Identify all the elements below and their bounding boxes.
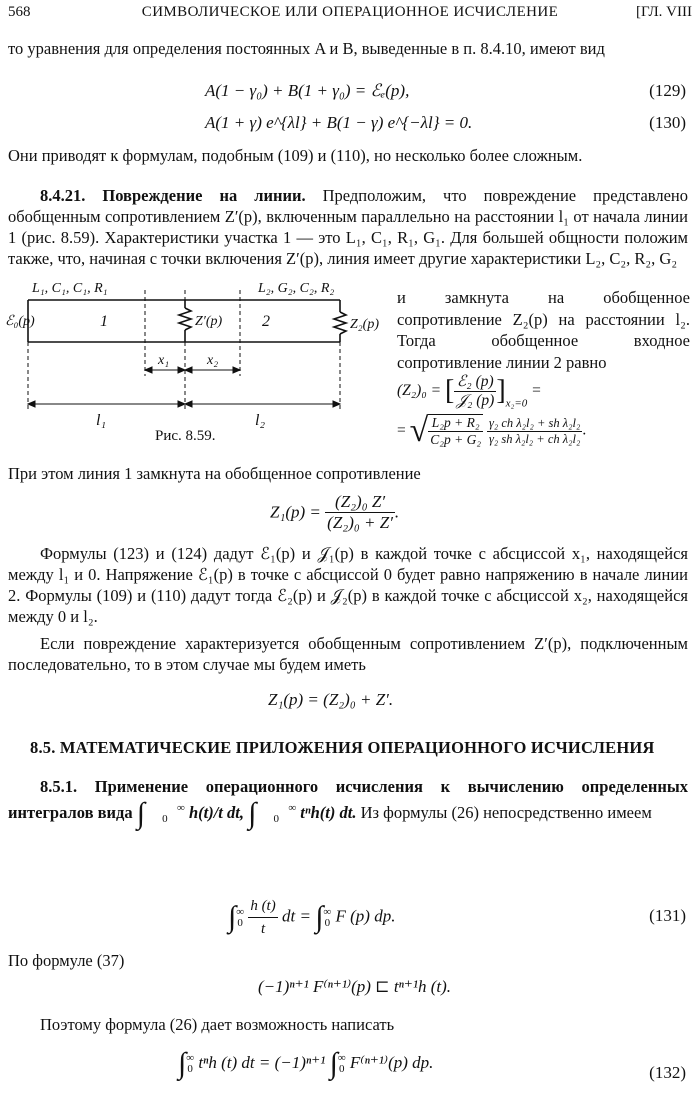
- z2-subscript: x₂=0: [505, 397, 528, 410]
- integral-form-1: h(t)/t dt,: [188, 803, 244, 822]
- segment2-params-label: L₂, G₂, C₂, R₂: [258, 281, 335, 296]
- segment2-number: 2: [262, 313, 270, 330]
- z2-ratio: $\frac{\text{ℰ₂ (p)}}{\text{𝒥₂ (p)}}$: [456, 373, 495, 409]
- equation-130-number: (130): [649, 113, 686, 132]
- segment1-params-label: L₁, C₁, C₁, R₁: [32, 281, 108, 296]
- z1-formula: Z₁(p) = $\frac{\text{(Z₂)₀ Z′}}{\text{(Z₂)₀ + Z′}}$ .: [270, 492, 400, 532]
- x2-label: x₂: [207, 353, 219, 368]
- z1-paragraph: При этом линия 1 замкнута на обобщенное сопротивление: [8, 464, 421, 483]
- section-8-4-21-heading: 8.4.21. Повреждение на линии.: [40, 186, 306, 205]
- fault-impedance-label: Z′(p): [195, 314, 223, 329]
- page-number: 568: [8, 4, 31, 20]
- ch-sh-fraction: $\frac{\text{γ₂ ch λ₂l₂ + sh λ₂l₂}}{\text{γ₂ sh λ₂l₂ + ch λ₂l₂}}$: [488, 415, 581, 446]
- formula-37-intro: По формуле (37): [8, 951, 125, 970]
- formula-26-paragraph: Поэтому формула (26) дает возможность написать: [40, 1015, 395, 1034]
- section-8-5-heading: 8.5. МАТЕМАТИЧЕСКИЕ ПРИЛОЖЕНИЯ ОПЕРАЦИОННОГО ИСЧИСЛЕНИЯ: [30, 738, 655, 757]
- equation-131-number: (131): [649, 906, 686, 925]
- load-resistor: [334, 312, 346, 334]
- sqrt-fraction: $\frac{\text{L₂p + R₂}}{\text{C₂p + G₂}}$: [430, 415, 482, 447]
- section-8-4-21: [8, 185, 688, 269]
- after-130-paragraph: Они приводят к формулам, подобным (109) и (110), но несколько более сложным.: [8, 146, 583, 165]
- equation-130-expr: A(1 + γ) e^{λl} + B(1 − γ) e^{−λl} = 0.: [205, 113, 473, 132]
- l1-label: l₁: [96, 412, 107, 429]
- chapter-label: [ГЛ. VIII: [635, 4, 692, 20]
- series-paragraph: Если повреждение характеризуется обобщенным сопротивлением Z′(p), подключенным последовательно, то в этом случае мы будем иметь: [8, 634, 688, 674]
- section-8-4-21-text: Предположим, что повреждение представлено обобщенным сопротивлением Z′(p), включенным параллельно на расстоянии l₁ от начала линии 1 (рис. 8.59). Характеристики участка 1 — это L₁, C₁, R₁, G₁. Для большей общности положим также, что, начиная с точки включения Z′(p), линия имеет другие характеристики L₂, C₂, R₂, G₂: [8, 186, 688, 268]
- x1-label: x₁: [158, 353, 170, 368]
- intro-paragraph: то уравнения для определения постоянных A и B, выведенные в п. 8.4.10, имеют вид: [8, 39, 605, 58]
- load-impedance-label: Z₂(p): [350, 317, 379, 332]
- running-title: СИМВОЛИЧЕСКОЕ ИЛИ ОПЕРАЦИОННОЕ ИСЧИСЛЕНИЕ: [141, 4, 559, 20]
- z1-series-formula: Z₁(p) = (Z₂)₀ + Z′.: [268, 690, 394, 709]
- sqrt-sign: √: [409, 412, 429, 449]
- fault-resistor: [179, 308, 191, 330]
- right-column-text: и замкнута на обобщенное сопротивление Z₂(p) на расстоянии l₂. Тогда обобщенное входное сопротивление линии 2 равно: [397, 288, 690, 372]
- formula-37: (−1)ⁿ⁺¹ F⁽ⁿ⁺¹⁾(p) ⊏ tⁿ⁺¹h (t).: [258, 977, 452, 996]
- equation-129-expr: A(1 − γ₀) + B(1 + γ₀) = ℰₑ(p),: [205, 81, 410, 100]
- integral-form-2: tⁿh(t) dt.: [300, 803, 357, 822]
- figure-caption: Рис. 8.59.: [155, 428, 216, 444]
- formulas-paragraph: Формулы (123) и (124) дадут ℰ₁(p) и 𝒥₁(p) в каждой точке с абсциссой x₁, находящейся между l₁ и 0. Напряжение ℰ₁(p) в точке с абсциссой 0 будет равно напряжению в начале линии 2. Формулы (109) и (110) дадут тогда ℰ₂(p) и 𝒥₂(p) в каждой точке с абсциссой x₂, находящейся между 0 и l₂.: [8, 544, 688, 626]
- running-head: [8, 4, 692, 26]
- book-page: 568 СИМВОЛИЧЕСКОЕ ИЛИ ОПЕРАЦИОННОЕ ИСЧИСЛЕНИЕ [ГЛ. VIII то уравнения для определения постоянных A и B, выведенные в п. 8.4.10, имеют вид A(1 − γ₀) + B(1 + γ₀) = ℰₑ(p), (129) A(1 + γ) e^{λl} + B(1 − γ) e^{−λl} = 0. (130) Они приводят к формулам, подобным (109) и (110), но несколько более сложным. 8.4.21. Повреждение на линии. Предположим, что повреждение представлено обобщенным сопротивлением Z′(p), включенным параллельно на расстоянии l₁ от начала линии 1 (рис. 8.59). Характеристики участка 1 — это L₁, C₁, R₁, G₁. Для большей общности положим также, что, начиная с точки включения Z′(p), линия имеет другие характеристики L₂, C₂, R₂, G₂ L₁, C₁, C₁, R₁ L₂, G₂, C₂, R₂ ℰ₀(p) 1 2 Z′(p) Z₂(p) x₁ x₂ l₁ l₂ Рис. 8.59. и замкнута на обобщенное сопротивление Z₂(p) на расстоянии l₂. Тогда обобщенное входное сопротивление линии 2 равно (Z₂)₀ = [ $\frac{\text{ℰ₂ (p)}}{\text{𝒥₂ (p)}}$ ]$_{x_2=0}$ = = √ $\frac{\text{L₂p + R₂}}{\text{C₂p + G₂}}$ $\frac{\text{γ₂ ch λ₂l₂ + sh λ₂l₂}}{\text{γ₂ sh λ₂l₂ + ch λ₂l₂}}$ . При этом линия 1 замкнута на обобщенное сопротивление Z₁(p) = $\frac{\text{(Z₂)₀ Z′}}{\text{(Z₂)₀ + Z′}}$ . Формулы (123) и (124) дадут ℰ₁(p) и 𝒥₁(p) в каждой точке с абсциссой x₁, находящейся между l₁ и 0. Напряжение ℰ₁(p) в точке с абсциссой 0 будет равно напряжению в начале линии 2. Формулы (109) и (110) дадут тогда ℰ₂(p) и 𝒥₂(p) в каждой точке с абсциссой x₂, находящейся между 0 и l₂. Если повреждение характеризуется обобщенным сопротивлением Z′(p), подключенным последовательно, то в этом случае мы будем иметь Z₁(p) = (Z₂)₀ + Z′. 8.5. МАТЕМАТИЧЕСКИЕ ПРИЛОЖЕНИЯ ОПЕРАЦИОННОГО ИСЧИСЛЕНИЯ 8.5.1. Применение операционного исчисления к вычислению определенных интегралов вида ∫ ∞ 0 h(t)/t dt, ∫ ∞ 0 tⁿh(t) dt. Из формулы (26) непосредственно имеем ∫∞ 0 $\frac{h (t)}{t}$ dt = ∫∞ 0 F (p) dp. (131) По формуле (37) (−1)ⁿ⁺¹ F⁽ⁿ⁺¹⁾(p) ⊏ tⁿ⁺¹h (t). Поэтому формула (26) дает возможность написать ∫∞ 0 tⁿh (t) dt = (−1)ⁿ⁺¹ ∫∞ 0 F⁽ⁿ⁺¹⁾(p) dp. (132): [0, 0, 700, 1108]
- equation-132-number: (132): [649, 1063, 686, 1082]
- l2-label: l₂: [255, 412, 266, 429]
- section-8-5-1: 8.5.1. Применение операционного исчисления к вычислению определенных интегралов вида ∫ ∞ 0 h(t)/t dt, ∫ ∞ 0 tⁿh(t) dt. Из формулы (26) непосредственно имеем: [8, 777, 688, 831]
- z2-lhs: (Z₂)₀ =: [397, 382, 442, 399]
- section-8-5-1-heading: 8.5.1. Применение операционного исчисления к вычислению определенных интегралов вида: [8, 777, 688, 822]
- equation-129-number: (129): [649, 81, 686, 100]
- segment1-number: 1: [100, 313, 108, 330]
- section-8-5-1-tail: Из формулы (26) непосредственно имеем: [356, 803, 652, 822]
- source-label: ℰ₀(p): [5, 314, 35, 329]
- z2-input-formula: (Z₂)₀ = [ $\frac{\text{ℰ₂ (p)}}{\text{𝒥₂ (p)}}$ ]$_{x_2=0}$ = = √ $\frac{\text{L₂p + R₂}}{\text{C₂p + G₂}}$ $\frac{\text{γ₂ ch λ₂l₂ + sh λ₂l₂}}{\text{γ₂ sh λ₂l₂ + ch λ₂l₂}}$ .: [397, 373, 587, 449]
